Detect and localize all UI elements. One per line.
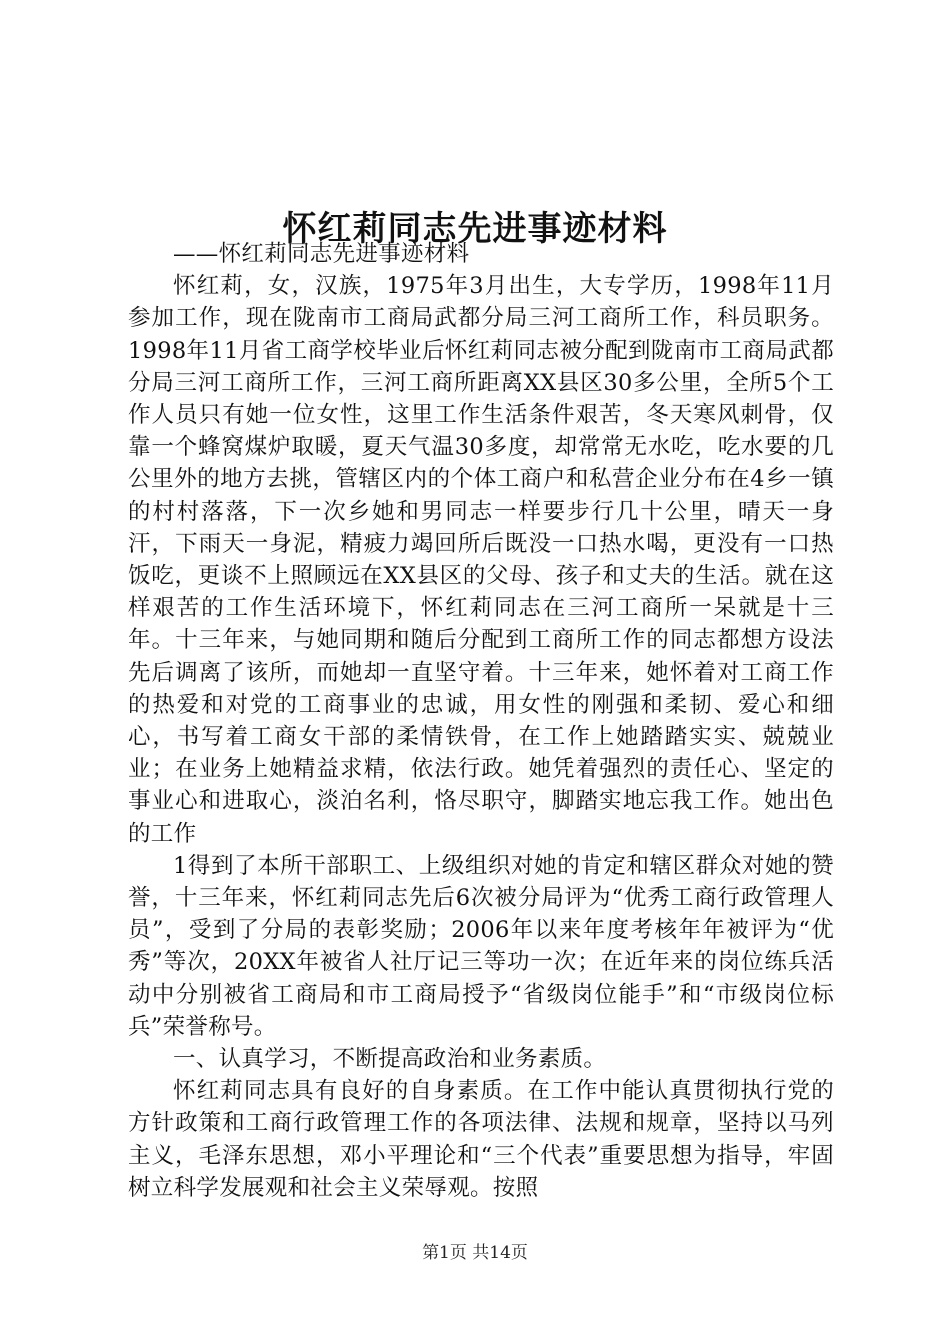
page-footer: 第1页 共14页 [422,1243,528,1263]
paragraph-2: 1得到了本所干部职工、上级组织对她的肯定和辖区群众对她的赞誉，十三年来，怀红莉同志先后6次被分局评为“优秀工商行政管理人员”，受到了分局的表彰奖励；2006年以来年度考核年年被评为“优秀”等次，20XX年被省人社厅记三等功一次；在近年来的岗位练兵活动中分别被省工商局和市工商局授予“省级岗位能手”和“市级岗位标兵”荣誉称号。 [128,852,834,1040]
section-heading-1: 一、认真学习，不断提高政治和业务素质。 [173,1046,607,1073]
paragraph-1: 怀红莉，女，汉族，1975年3月出生，大专学历，1998年11月参加工作，现在陇南市工商局武都分局三河工商所工作，科员职务。1998年11月省工商学校毕业后怀红莉同志被分配到陇南市工商局武都分局三河工商所工作，三河工商所距离XX县区30多公里，全所5个工作人员只有她一位女性，这里工作生活条件艰苦，冬天寒风刺骨，仅靠一个蜂窝煤炉取暖，夏天气温30多度，却常常无水吃，吃水要的几公里外的地方去挑，管辖区内的个体工商户和私营企业分布在4乡一镇的村村落落，下一次乡她和男同志一样要步行几十公里，晴天一身汗，下雨天一身泥，精疲力竭回所后既没一口热水喝，更没有一口热饭吃，更谈不上照顾远在XX县区的父母、孩子和丈夫的生活。就在这样艰苦的工作生活环境下，怀红莉同志在三河工商所一呆就是十三年。十三年来，与她同期和随后分配到工商所工作的同志都想方设法先后调离了该所，而她却一直坚守着。十三年来，她怀着对工商工作的热爱和对党的工商事业的忠诚，用女性的刚强和柔韧、爱心和细心，书写着工商女干部的柔情铁骨，在工作上她踏踏实实、兢兢业业；在业务上她精益求精，依法行政。她凭着强烈的责任心、坚定的事业心和进取心，淡泊名利，恪尽职守，脚踏实地忘我工作。她出色的工作 [128,273,834,847]
paragraph-3: 怀红莉同志具有良好的自身素质。在工作中能认真贯彻执行党的方针政策和工商行政管理工作的各项法律、法规和规章，坚持以马列主义，毛泽东思想，邓小平理论和“三个代表”重要思想为指导，牢固树立科学发展观和社会主义荣辱观。按照 [128,1078,834,1201]
document-body [128,238,834,1204]
document-subtitle: ——怀红莉同志先进事迹材料 [173,241,470,267]
document-title: 怀红莉同志先进事迹材料 [282,208,668,249]
